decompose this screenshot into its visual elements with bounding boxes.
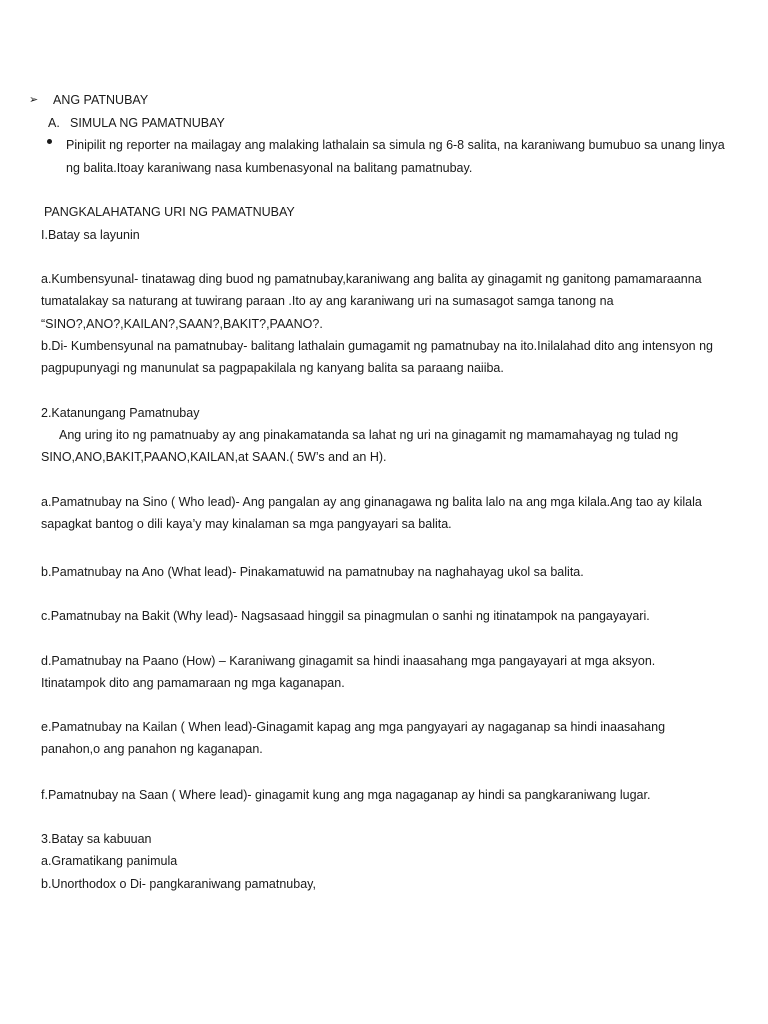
section-2-line-2: SINO,ANO,BAKIT,PAANO,KAILAN,at SAAN.( 5W’s and an H). [41, 450, 387, 464]
item-2f: f.Pamatnubay na Saan ( Where lead)- ginagamit kung ang mga nagaganap ay hindi sa pangkaraniwang lugar. [41, 788, 651, 802]
item-2c: c.Pamatnubay na Bakit (Why lead)- Nagsasaad hinggil sa pinagmulan o sanhi ng itinatampok na pangayayari. [41, 609, 650, 623]
section-3-item-a: a.Gramatikang panimula [41, 854, 178, 868]
subheading-label: A. [48, 116, 60, 130]
item-1b-line-1: b.Di- Kumbensyunal na pamatnubay- balitang lathalain gumagamit ng pamatnubay na ito.Inilalahad dito ang intensyon ng [41, 339, 713, 353]
item-1a-line-3: “SINO?,ANO?,KAILAN?,SAAN?,BAKIT?,PAANO?. [41, 317, 323, 331]
item-2a-line-1: a.Pamatnubay na Sino ( Who lead)- Ang pangalan ay ang ginanagawa ng balita lalo na ang mga kilala.Ang tao ay kilala [41, 495, 702, 509]
section-2-line-1: Ang uring ito ng pamatnuaby ay ang pinakamatanda sa lahat ng uri na ginagamit ng mamamahayag ng tulad ng [59, 428, 679, 442]
round-bullet-icon [47, 139, 52, 144]
item-2e-line-2: panahon,o ang panahon ng kaganapan. [41, 742, 263, 756]
item-1b-line-2: pagpupunyagi ng manunulat sa pagpapakilala ng kanyang balita sa paraang naiiba. [41, 361, 504, 375]
arrow-bullet-icon: ➢ [29, 94, 39, 106]
section-1-heading: I.Batay sa layunin [41, 228, 140, 242]
item-2b: b.Pamatnubay na Ano (What lead)- Pinakamatuwid na pamatnubay na naghahayag ukol sa balita. [41, 565, 584, 579]
section-3-item-b: b.Unorthodox o Di- pangkaraniwang pamatnubay, [41, 877, 316, 891]
section-general-heading: PANGKALAHATANG URI NG PAMATNUBAY [44, 205, 295, 219]
item-2e-line-1: e.Pamatnubay na Kailan ( When lead)-Ginagamit kapag ang mga pangyayari ay nagaganap sa hindi inaasahang [41, 720, 666, 734]
item-2d-line-1: d.Pamatnubay na Paano (How) – Karaniwang ginagamit sa hindi inaasahang mga pangayayari at mga aksyon. [41, 654, 656, 668]
item-2a-line-2: sapagkat bantog o dili kaya’y may kinalaman sa mga pangyayari sa balita. [41, 517, 452, 531]
section-3-heading: 3.Batay sa kabuuan [41, 832, 152, 846]
heading-title: ANG PATNUBAY [53, 93, 149, 107]
item-1a-line-1: a.Kumbensyunal- tinatawag ding buod ng pamatnubay,karaniwang ang balita ay ginagamit ng ganitong pamamaraanna [41, 272, 702, 286]
section-2-heading: 2.Katanungang Pamatnubay [41, 406, 200, 420]
item-1a-line-2: tumatalakay sa naturang at tuwirang paraan .Ito ay ang karaniwang uri na sumasagot samga tanong na [41, 294, 614, 308]
bullet-paragraph-line-2: ng balita.Itoay karaniwang nasa kumbenasyonal na balitang pamatnubay. [66, 161, 473, 175]
bullet-paragraph-line-1: Pinipilit ng reporter na mailagay ang malaking lathalain sa simula ng 6-8 salita, na karaniwang bumubuo sa unang linya [66, 138, 725, 152]
subheading-title: SIMULA NG PAMATNUBAY [70, 116, 225, 130]
item-2d-line-2: Itinatampok dito ang pamamaraan ng mga kaganapan. [41, 676, 345, 690]
